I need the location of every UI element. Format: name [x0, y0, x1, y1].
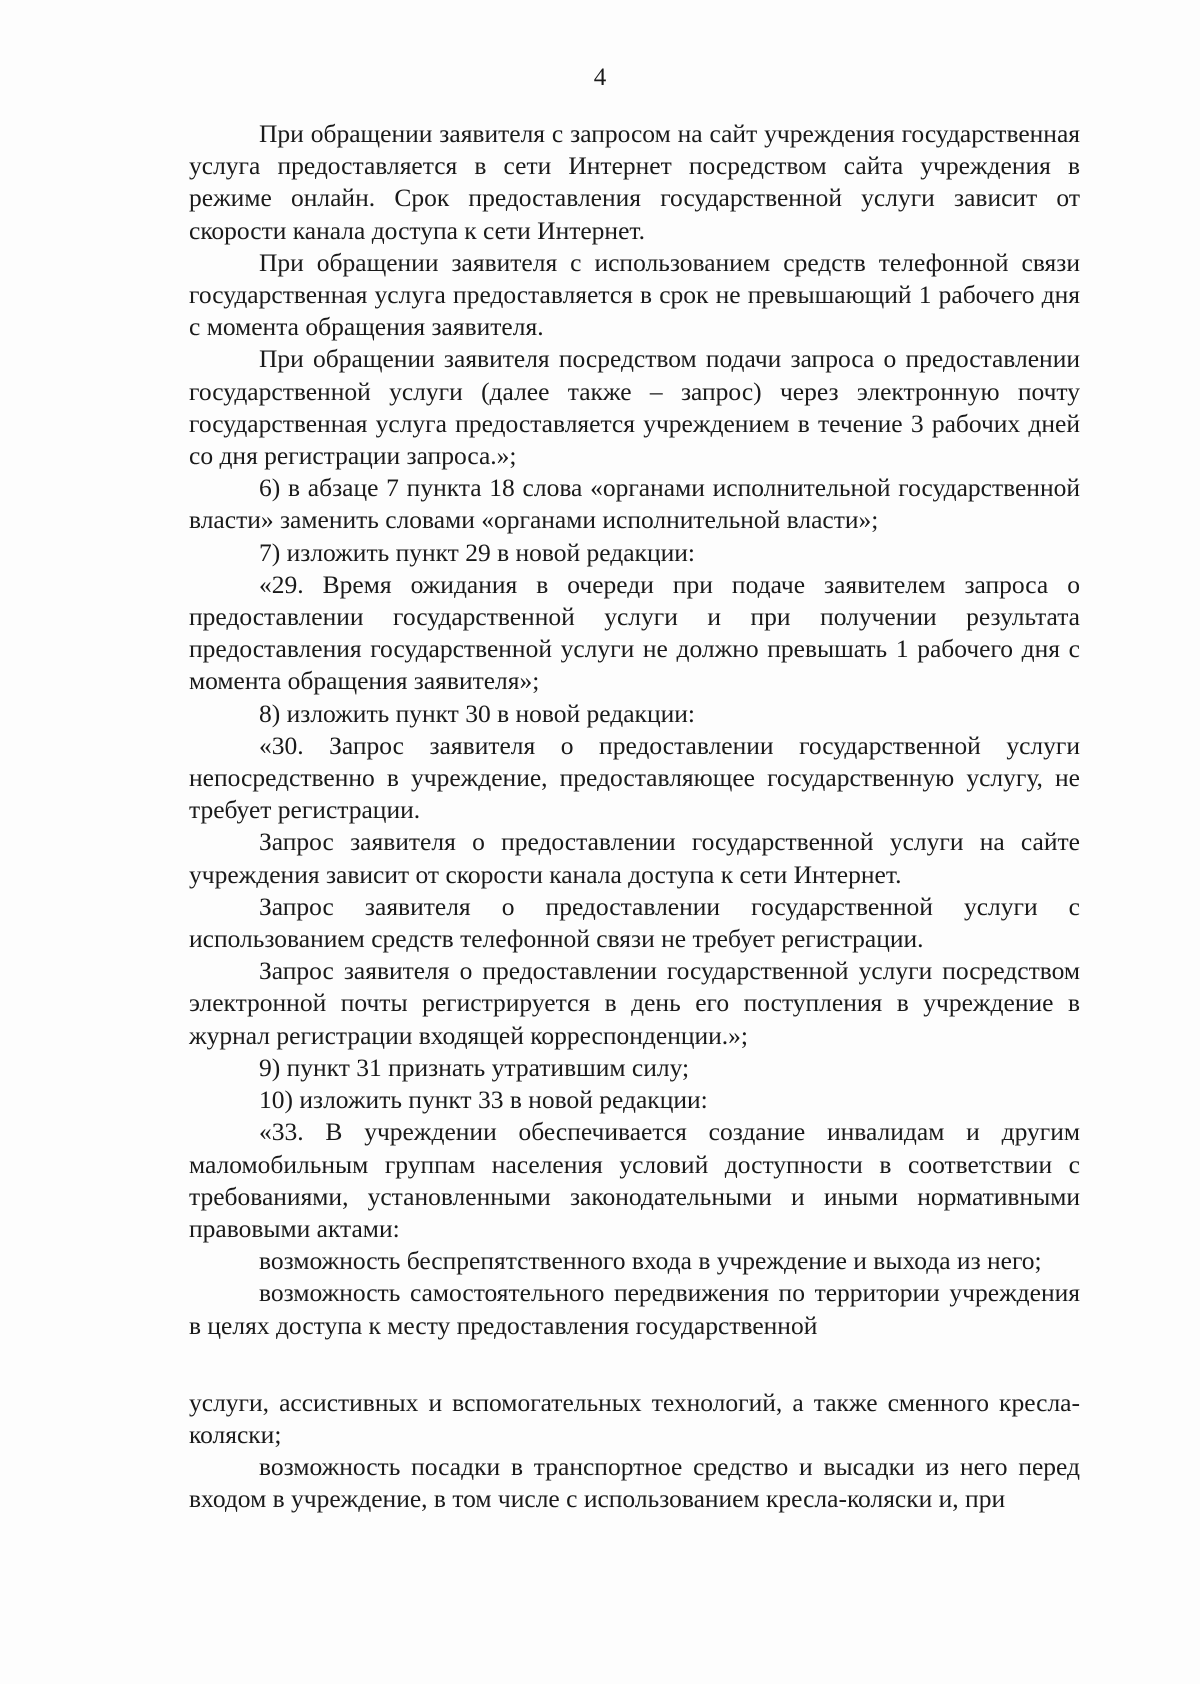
- paragraph: «29. Время ожидания в очереди при подаче заявителем запроса о предоставлении государственной услуги и при получении результата предоставления государственной услуги не должно превышать 1 рабочего дня с момента обращения заявителя»;: [189, 569, 1080, 696]
- section-gap: [189, 1342, 1080, 1387]
- paragraph: «33. В учреждении обеспечивается создание инвалидам и другим маломобильным группам населения условий доступности в соответствии с требованиями, установленными законодательными и иными нормативными правовыми актами:: [189, 1117, 1080, 1243]
- paragraph: «30. Запрос заявителя о предоставлении государственной услуги непосредственно в учреждение, предоставляющее государственную услугу, не требует регистрации.: [189, 730, 1080, 825]
- paragraph: 9) пункт 31 признать утратившим силу;: [259, 1052, 690, 1082]
- page-number: 4: [593, 64, 607, 91]
- paragraph: Запрос заявителя о предоставлении государственной услуги на сайте учреждения зависит от скорости канала доступа к сети Интернет.: [189, 827, 1080, 889]
- paragraph: возможность беспрепятственного входа в учреждение и выхода из него;: [259, 1246, 1042, 1276]
- paragraph: 7) изложить пункт 29 в новой редакции:: [259, 537, 695, 567]
- paragraph: 6) в абзаце 7 пункта 18 слова «органами исполнительной государственной власти» заменить словами «органами исполнительной власти»;: [189, 473, 1080, 535]
- paragraph: 10) изложить пункт 33 в новой редакции:: [259, 1085, 708, 1115]
- paragraph: При обращении заявителя с использованием средств телефонной связи государственная услуга предоставляется в срок не превышающий 1 рабочего дня с момента обращения заявителя.: [189, 247, 1080, 342]
- continuation-paragraph: возможность посадки в транспортное средство и высадки из него перед входом в учреждение, в том числе с использованием кресла-коляски и, при: [189, 1452, 1080, 1514]
- document-body: [189, 118, 1080, 1516]
- paragraph: Запрос заявителя о предоставлении государственной услуги посредством электронной почты регистрируется в день его поступления в учреждение в журнал регистрации входящей корреспонденции.»;: [189, 956, 1080, 1050]
- paragraph: При обращении заявителя с запросом на сайт учреждения государственная услуга предоставляется в сети Интернет посредством сайта учреждения в режиме онлайн. Срок предоставления государственной услуги зависит от скорости канала доступа к сети Интернет.: [189, 119, 1080, 245]
- paragraph: При обращении заявителя посредством подачи запроса о предоставлении государственной услуги (далее также – запрос) через электронную почту государственная услуга предоставляется учреждением в течение 3 рабочих дней со дня регистрации запроса.»;: [189, 344, 1080, 471]
- paragraph: 8) изложить пункт 30 в новой редакции:: [259, 698, 695, 728]
- paragraph: Запрос заявителя о предоставлении государственной услуги с использованием средств телефонной связи не требует регистрации.: [189, 891, 1080, 954]
- paragraph: возможность самостоятельного передвижения по территории учреждения в целях доступа к месту предоставления государственной: [189, 1278, 1080, 1340]
- continuation-paragraph: услуги, ассистивных и вспомогательных технологий, а также сменного кресла-коляски;: [189, 1387, 1080, 1449]
